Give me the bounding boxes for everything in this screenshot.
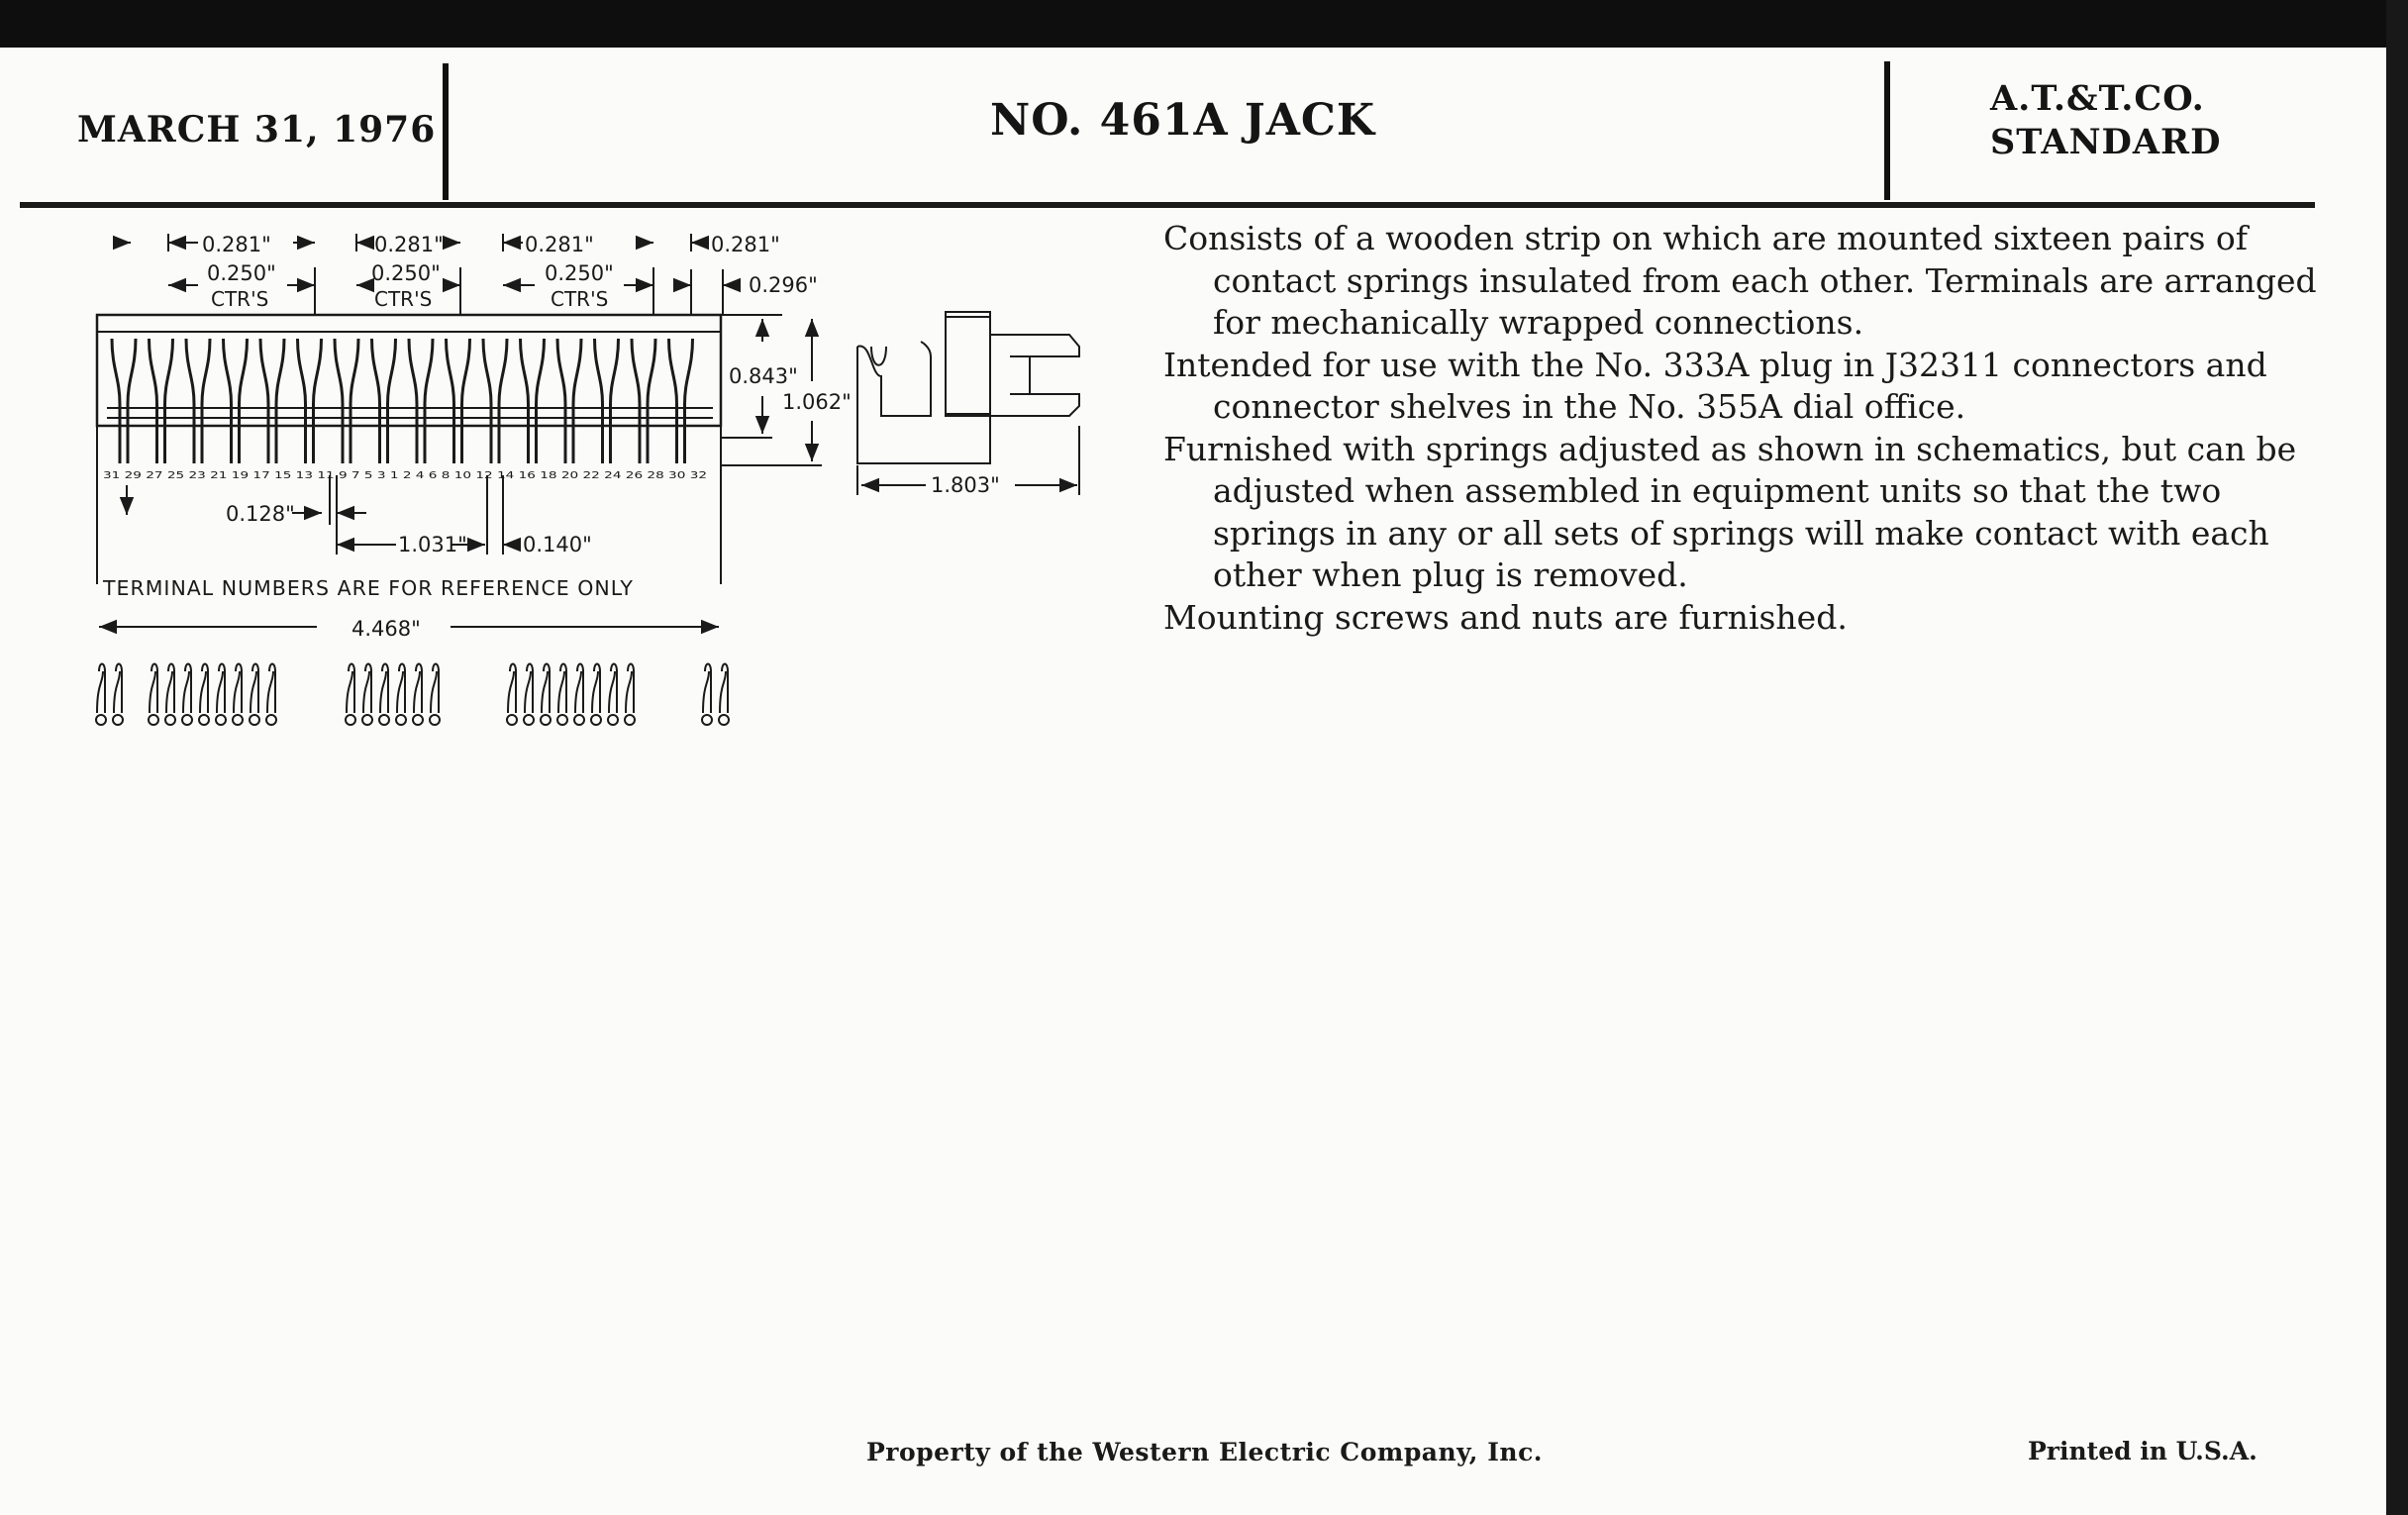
dim-end: 0.296" <box>749 273 818 297</box>
description <box>1163 218 2332 639</box>
schematic-contact <box>626 664 634 714</box>
schematic-contact <box>183 664 191 714</box>
schematic-terminal <box>149 715 158 725</box>
schematic-contact <box>575 664 583 714</box>
schematic-terminal <box>379 715 389 725</box>
schematic-contact <box>251 664 258 714</box>
schematic-contact <box>380 664 388 714</box>
schematic-contact <box>217 664 225 714</box>
description-paragraph: Consists of a wooden strip on which are mounted sixteen pairs of contact springs insulated from each other. Terminals are arranged for mechanically wrapped connections. <box>1163 219 2317 342</box>
schematic-contact <box>97 664 105 714</box>
schematic-contact <box>431 664 439 714</box>
page-title: NO. 461A JACK <box>990 95 1376 146</box>
schematic-contact <box>703 664 711 714</box>
schematic-terminal <box>182 715 192 725</box>
spring-pair <box>483 339 507 463</box>
spring-pair <box>521 339 545 463</box>
contact-springs <box>112 339 693 463</box>
dim-spacing-d: 0.281" <box>711 233 780 256</box>
schematic-contact <box>542 664 550 714</box>
schematic-terminal <box>608 715 618 725</box>
dim-terminal-offset: 0.128" <box>226 502 295 526</box>
schematic-contact <box>234 664 242 714</box>
dim-centers-label-b: CTR'S <box>374 287 433 311</box>
spring-pair <box>260 339 284 463</box>
schematic-contact <box>720 664 728 714</box>
schematic-terminal <box>96 715 106 725</box>
dim-centers-label-a: CTR'S <box>211 287 269 311</box>
spring-pair <box>447 339 470 463</box>
spring-pair <box>186 339 210 463</box>
spring-pair <box>298 339 322 463</box>
spring-pair <box>335 339 358 463</box>
reference-note: TERMINAL NUMBERS ARE FOR REFERENCE ONLY <box>103 576 634 600</box>
spring-pair <box>632 339 655 463</box>
schematic-terminal <box>541 715 551 725</box>
schematic-contact <box>347 664 354 714</box>
printed-note: Printed in U.S.A. <box>2028 1437 2258 1465</box>
schematic-terminal <box>266 715 276 725</box>
spring-pair <box>557 339 581 463</box>
description-paragraph: Intended for use with the No. 333A plug in J32311 connectors and connector shelves in the No. 355A dial office. <box>1163 345 2267 426</box>
dim-terminal-gap: 0.140" <box>523 533 592 556</box>
dim-group-span: 1.031" <box>398 533 467 556</box>
schematic-terminal <box>524 715 534 725</box>
schematic-terminal <box>346 715 355 725</box>
schematic-terminal <box>413 715 423 725</box>
dim-centers-c: 0.250" <box>545 261 614 285</box>
issue-date: MARCH 31, 1976 <box>77 109 437 151</box>
spring-pair <box>112 339 136 463</box>
schematic-contact <box>397 664 405 714</box>
dim-depth: 1.803" <box>931 473 1000 497</box>
spring-schematic <box>96 664 729 726</box>
dim-centers-a: 0.250" <box>207 261 276 285</box>
spring-pair <box>372 339 396 463</box>
schematic-terminal <box>233 715 243 725</box>
schematic-terminal <box>165 715 175 725</box>
overall-length: 4.468" <box>351 617 421 641</box>
schematic-terminal <box>557 715 567 725</box>
standard-line-2: STANDARD <box>1990 122 2222 162</box>
schematic-contact <box>609 664 617 714</box>
schematic-terminal <box>591 715 601 725</box>
dim-spacing-c: 0.281" <box>525 233 594 256</box>
terminal-numbers: 31 29 27 25 23 21 19 17 15 13 11 9 7 5 3 1 2 4 6 8 10 12 14 16 18 20 22 24 26 28 30 32 <box>103 470 707 481</box>
description-paragraph: Furnished with springs adjusted as shown in schematics, but can be adjusted when assembled in equipment units so that the two springs in any or all sets of springs will make contact with each other when plug is removed. <box>1163 429 2297 594</box>
spring-pair <box>409 339 433 463</box>
spring-pair <box>669 339 693 463</box>
schematic-terminal <box>216 715 226 725</box>
description-paragraph: Mounting screws and nuts are furnished. <box>1163 597 1848 637</box>
schematic-terminal <box>396 715 406 725</box>
schematic-contact <box>508 664 516 714</box>
schematic-terminal <box>507 715 517 725</box>
schematic-terminal <box>250 715 259 725</box>
schematic-terminal <box>430 715 440 725</box>
schematic-terminal <box>719 715 729 725</box>
spring-pair <box>595 339 619 463</box>
spring-pair <box>224 339 248 463</box>
schematic-terminal <box>362 715 372 725</box>
dim-spacing-b: 0.281" <box>374 233 444 256</box>
ownership-note: Property of the Western Electric Company, Inc. <box>866 1438 1544 1466</box>
schematic-contact <box>267 664 275 714</box>
standard-line-1: A.T.&T.CO. <box>1990 78 2205 119</box>
schematic-contact <box>114 664 122 714</box>
schematic-contact <box>166 664 174 714</box>
schematic-contact <box>414 664 422 714</box>
dim-height-outer: 1.062" <box>782 390 852 414</box>
schematic-terminal <box>702 715 712 725</box>
schematic-contact <box>150 664 157 714</box>
schematic-contact <box>592 664 600 714</box>
schematic-terminal <box>574 715 584 725</box>
dim-centers-label-c: CTR'S <box>551 287 609 311</box>
schematic-contact <box>525 664 533 714</box>
dim-height-inner: 0.843" <box>729 364 798 388</box>
schematic-terminal <box>113 715 123 725</box>
dim-centers-b: 0.250" <box>371 261 441 285</box>
schematic-contact <box>558 664 566 714</box>
schematic-terminal <box>625 715 635 725</box>
spring-pair <box>150 339 173 463</box>
schematic-terminal <box>199 715 209 725</box>
schematic-contact <box>200 664 208 714</box>
dim-spacing-a: 0.281" <box>202 233 271 256</box>
schematic-contact <box>363 664 371 714</box>
